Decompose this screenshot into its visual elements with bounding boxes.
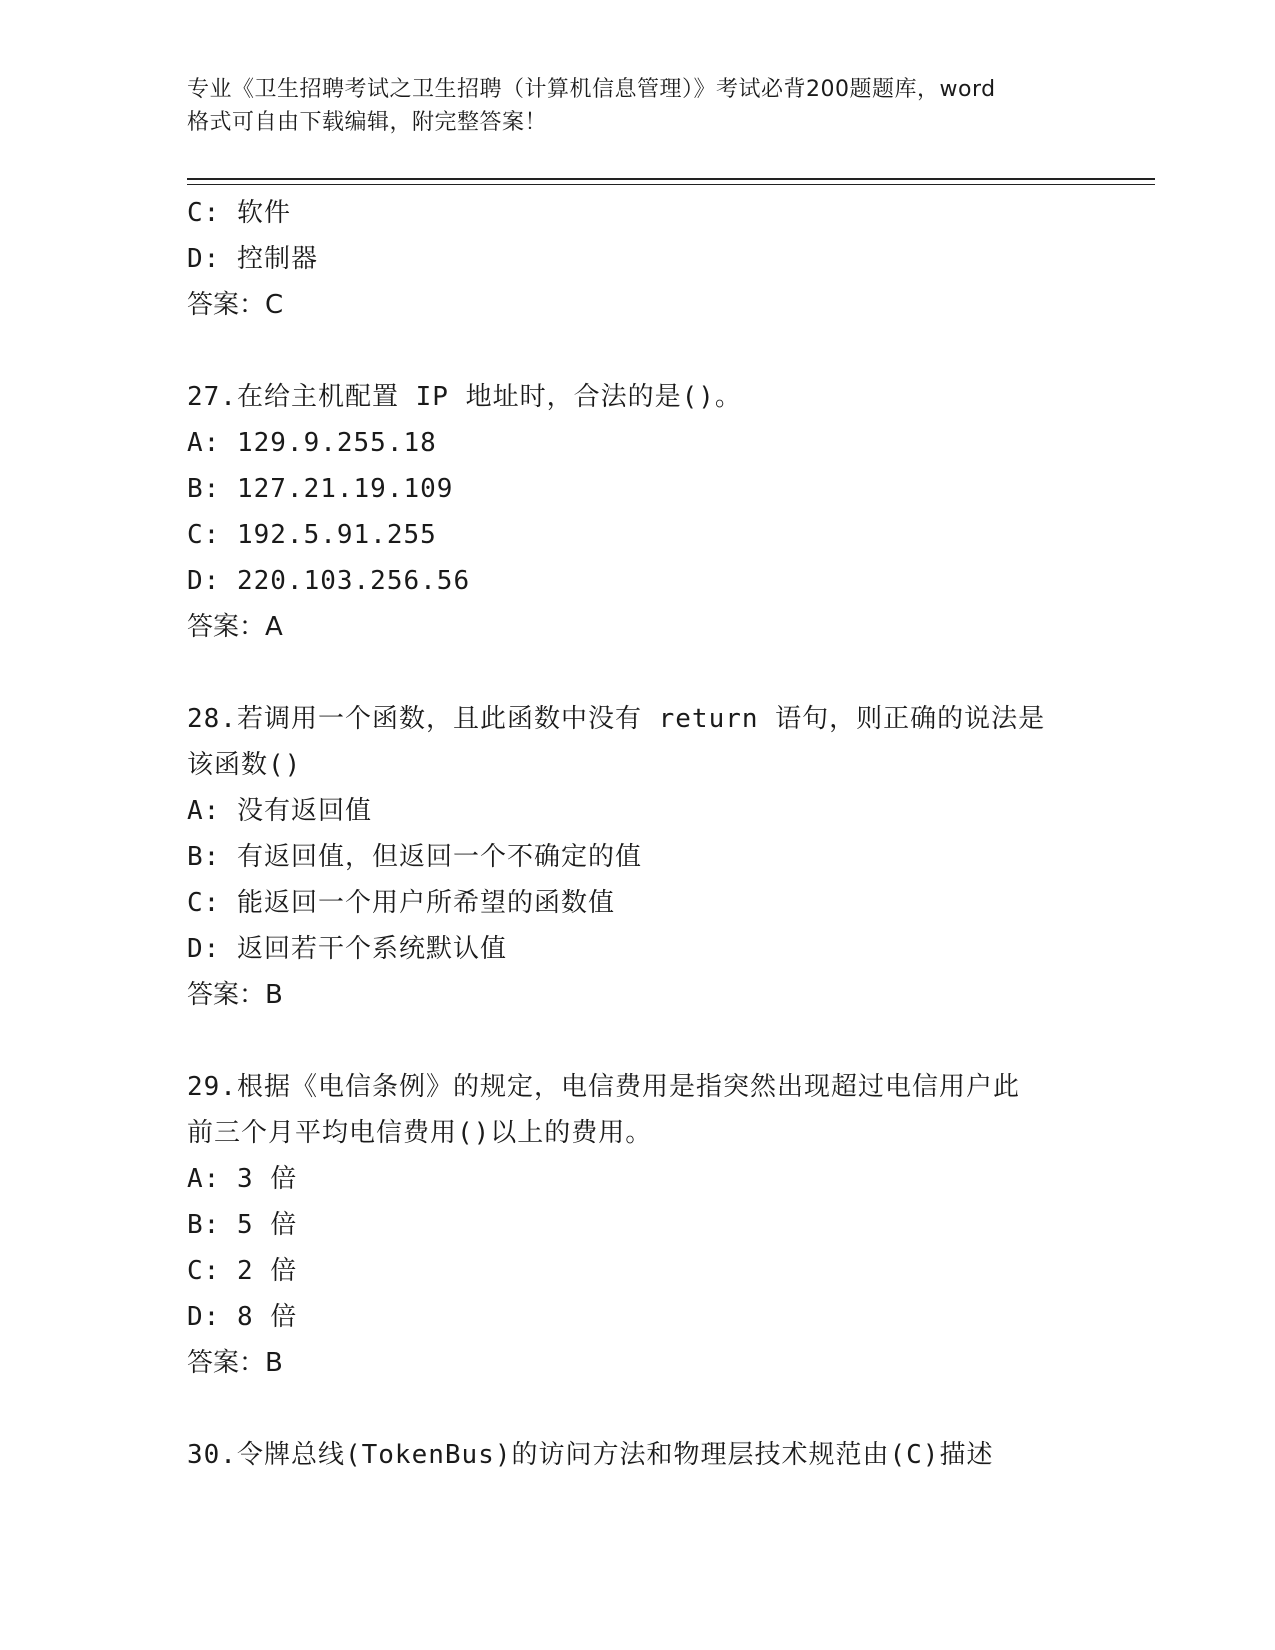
spacer — [187, 1018, 1087, 1064]
option-d: D: 返回若干个系统默认值 — [187, 934, 507, 964]
answer-line: 答案：C — [187, 290, 284, 320]
spacer — [187, 1386, 1087, 1432]
spacer — [187, 650, 1087, 696]
answer-line: 答案：B — [187, 1348, 283, 1378]
header-line-2: 格式可自由下载编辑，附完整答案！ — [187, 110, 548, 135]
question-stem: 27.在给主机配置 IP 地址时，合法的是()。 — [187, 382, 742, 412]
option-d: D: 220.103.256.56 — [187, 566, 471, 596]
option-a: A: 3 倍 — [187, 1164, 298, 1194]
option-d: D: 8 倍 — [187, 1302, 298, 1332]
question-list — [187, 190, 1087, 1478]
header-line-1: 专业《卫生招聘考试之卫生招聘（计算机信息管理）》考试必背200题题库，word — [187, 77, 996, 102]
spacer — [187, 328, 1087, 374]
question-26-continued — [187, 190, 1087, 328]
question-stem-line-2: 前三个月平均电信费用()以上的费用。 — [187, 1118, 653, 1148]
header-divider-thin — [187, 184, 1155, 185]
question-30 — [187, 1432, 1087, 1478]
question-29 — [187, 1064, 1087, 1386]
answer-line: 答案：A — [187, 612, 283, 642]
answer-line: 答案：B — [187, 980, 283, 1010]
document-header — [187, 73, 1087, 139]
option-b: B: 5 倍 — [187, 1210, 298, 1240]
question-28 — [187, 696, 1087, 1018]
option-a: A: 没有返回值 — [187, 796, 372, 826]
option-c: C: 2 倍 — [187, 1256, 298, 1286]
question-stem-line-1: 29.根据《电信条例》的规定，电信费用是指突然出现超过电信用户此 — [187, 1072, 1020, 1102]
option-a: A: 129.9.255.18 — [187, 428, 437, 458]
option-b: B: 127.21.19.109 — [187, 474, 454, 504]
question-stem-line-2: 该函数() — [187, 750, 302, 780]
option-c: C: 能返回一个用户所希望的函数值 — [187, 888, 615, 918]
question-stem-line-1: 28.若调用一个函数，且此函数中没有 return 语句，则正确的说法是 — [187, 704, 1046, 734]
question-stem: 30.令牌总线(TokenBus)的访问方法和物理层技术规范由(C)描述 — [187, 1440, 994, 1470]
option-c: C: 192.5.91.255 — [187, 520, 437, 550]
option-d: D: 控制器 — [187, 244, 318, 274]
header-divider-thick — [187, 178, 1155, 180]
option-b: B: 有返回值，但返回一个不确定的值 — [187, 842, 642, 872]
question-27 — [187, 374, 1087, 650]
option-c: C: 软件 — [187, 198, 291, 228]
